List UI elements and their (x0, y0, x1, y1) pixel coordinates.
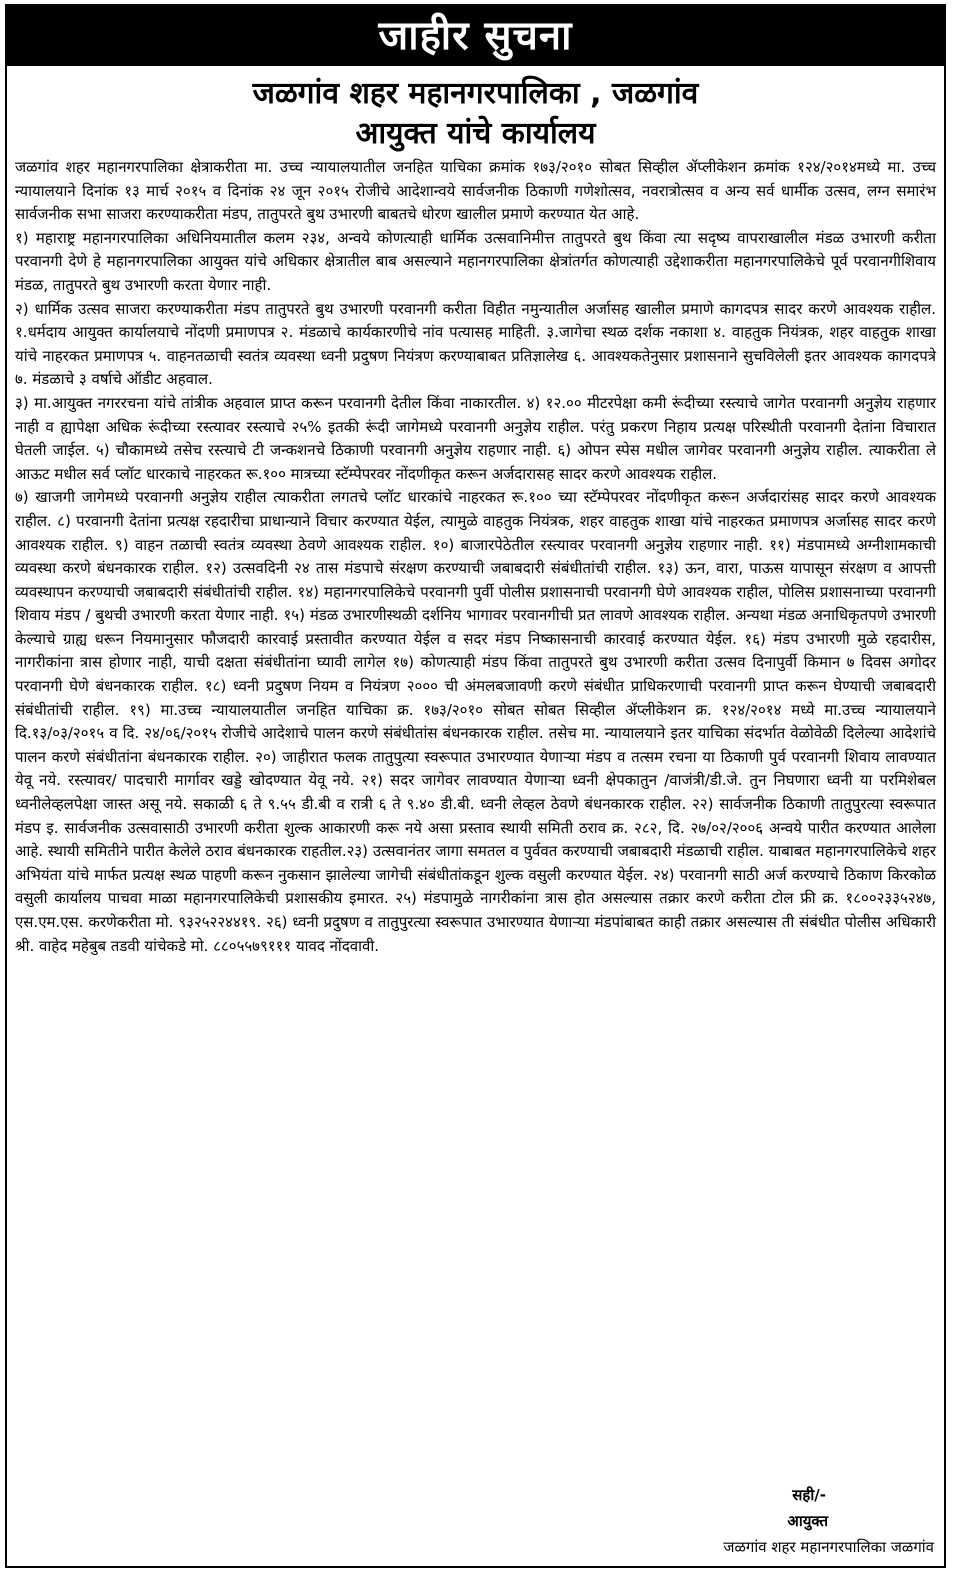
notice-banner: जाहीर सुचना (7, 6, 944, 66)
signature-mark: सही/- (792, 1486, 826, 1504)
signatory-title: आयुक्त (787, 1512, 828, 1530)
intro-paragraph: जळगांव शहर महानगरपालिका क्षेत्राकरीता मा. उच्च न्यायालयातील जनहित याचिका क्रमांक १७३/२०१० सोबत सिव्हील ॲप्लीकेशन क्रमांक १२४/२०१४मध्ये मा. उच्च न्यायालयाने दिनांक १३ मार्च २०१५ व दिनांक २४ जून २०१५ रोजीचे आदेशान्वये सार्वजनीक ठिकाणी गणेशोत्सव, नवरात्रोत्सव व अन्य सर्व धार्मीक उत्सव, लग्न समारंभ सार्वजनीक सभा साजरा करण्याकरीता मंडप, तातुपरते बुथ उभारणी बाबतचे धोरण खालील प्रमाणे करण्यात येत आहे. (15, 158, 936, 224)
notice-body (7, 154, 944, 958)
rule-paragraph-3: ३) मा.आयुक्त नगररचना यांचे तांत्रीक अहवाल प्राप्त करून परवानगी देतील किंवा नाकारतील. ४) १२.०० मीटरपेक्षा कमी रूंदीच्या रस्त्याचे जागेत परवानगी अनुज्ञेय राहणार नाही व ह्यापेक्षा अधिक रूंदीच्या रस्त्यावर रस्त्याचे २५% इतकी रूंदी जागेमध्ये परवानगी अनुज्ञेय राहील. परंतु प्रकरण निहाय प्रत्यक्ष परिस्थीती परवानगी देतांना विचारात घेतली जाईल. ५) चौकामध्ये तसेच रस्त्याचे टी जन्कशनचे ठिकाणी परवानगी अनुज्ञेय राहणार नाही. ६) ओपन स्पेस मधील जागेवर परवानगी अनुज्ञेय राहील. त्याकरीता ले आऊट मधील सर्व प्लॉट धारकाचे नाहरकत रू.१०० मात्रच्या स्टॅम्पेपरवर नोंदणीकृत करून अर्जदारासह सादर करणे आवश्यक राहील. (15, 393, 936, 483)
signatory-office: जळगांव शहर महानगरपालिका जळगांव (723, 1538, 934, 1556)
office-title: आयुक्त यांचे कार्यालय (355, 116, 596, 151)
rule-paragraph-4: ७) खाजगी जागेमध्ये परवानगी अनुज्ञेय राहील त्याकरीता लगतचे प्लॉट धारकांचे नाहरकत रू.१०० च्या स्टॅम्पेपरवर नोंदणीकृत करून अर्जदारांसह सादर करणे आवश्यक राहील. ८) परवानगी देतांना प्रत्यक्ष रहदारीचा प्राधान्याने विचार करण्यात येईल, त्यामुळे वाहतुक नियंत्रक, शहर वाहतुक शाखा यांचे नाहरकत प्रमाणपत्र अर्जासह सादर करणे आवश्यक राहील. ९) वाहन तळाची स्वतंत्र व्यवस्था ठेवणे आवश्यक राहील. १०) बाजारपेठेतील रस्त्यावर परवानगी अनुज्ञेय राहणार नाही. ११) मंडपामध्ये अग्नीशामकाची व्यवस्था करणे बंधनकारक राहील. १२) उत्सवदिनी २४ तास मंडपाचे संरक्षण करण्याची जबाबदारी संबंधीतांची राहील. १३) ऊन, वारा, पाऊस यापासून संरक्षण व आपत्ती व्यवस्थापन करण्याची जबाबदारी संबंधीतांची राहील. १४) महानगरपालिकेचे परवानगी पुर्वी पोलीस प्रशासनाची परवानगी घेणे आवश्यक राहील, पोलिस प्रशासनाच्या परवानगी शिवाय मंडप / बुथची उभारणी करता येणार नाही. १५) मंडळ उभारणीस्थळी दर्शनिय भागावर परवानगीची प्रत लावणे आवश्यक राहील. अन्यथा मंडळ अनाधिकृतपणे उभारणी केल्याचे ग्राह्य धरून नियमानुसार फौजदारी कारवाई प्रस्तावीत करण्यात येईल व सदर मंडप निष्कासनाची कारवाई करण्यात येईल. १६) मंडप उभारणी मुळे रहदारीस, नागरीकांना त्रास होणार नाही, याची दक्षता संबंधीतांना घ्यावी लागेल १७) कोणत्याही मंडप किंवा तातुपरते बुथ उभारणी करीता उत्सव दिनापुर्वी किमान ७ दिवस अगोदर परवानगी घेणे बंधनकारक राहील. १८) ध्वनी प्रदुषण नियम व नियंत्रण २००० ची अंमलबजावणी करणे संबंधीत प्राधिकरणाची परवानगी प्राप्त करून घेण्याची जबाबदारी संबंधीतांची राहील. १९) मा.उच्च न्यायालयातील जनहित याचिका क्र. १७३/२०१० सोबत सोबत सिव्हील ॲप्लीकेशन क्र. १२४/२०१४ मध्ये मा.उच्च न्यायालयाने दि.१३/०३/२०१५ व दि. २४/०६/२०१५ रोजीचे आदेशाचे पालन करणे संबंधीतांस बंधनकारक राहील. तसेच मा. न्यायालयाने इतर याचिका संदर्भात वेळोवेळी दिलेल्या आदेशांचे पालन करणे संबंधीतांना बंधनकारक राहील. २०) जाहीरात फलक तातुपुत्या स्वरूपात उभारण्यात येणाऱ्या मंडप व तत्सम रचना या ठिकाणी पुर्व परवानगी शिवाय लावण्यात येवू नये. रस्त्यावर/ पादचारी मार्गावर खड्डे खोदण्यात येवू नये. २१) सदर जागेवर लावण्यात येणाऱ्या ध्वनी क्षेपकातुन /वाजंत्री/डी.जे. तुन निघणारा ध्वनी या परमिशेबल ध्वनीलेव्हलपेक्षा जास्त असू नये. सकाळी ६ ते ९.५५ डी.बी व रात्री ६ ते ९.४० डी.बी. ध्वनी लेव्हल ठेवणे बंधनकारक राहील. २२) सार्वजनीक ठिकाणी तातुपुरत्या स्वरूपात मंडप इ. सार्वजनीक उत्सवासाठी उभारणी करीता शुल्क आकारणी करू नये असा प्रस्ताव स्थायी समिती ठराव क्र. २८२, दि. २७/०२/२००६ अन्वये पारीत करण्यात आलेला आहे. स्थायी समितीने पारीत केलेले ठराव बंधनकारक राहतील.२३) उत्सवानंतर जागा समतल व पुर्ववत करण्याची जबाबदारी मंडळाची राहील. याबाबत महानगरपालिकेचे शहर अभियंता यांचे मार्फत प्रत्यक्ष स्थळ पाहणी करून नुकसान झालेल्या जागेची संबंधीतांकडून शुल्क वसुली करण्यात येईल. २४) परवानगी साठी अर्ज करण्याचे ठिकाण किरकोळ वसुली कार्यालय पाचवा माळा महानगरपालिकेची प्रशासकीय इमारत. २५) मंडपामुळे नागरीकांना त्रास होत असल्यास तक्रार करणे करीता टोल फ्री क्र. १८००२३३५२४७, एस.एम.एस. करणेकरीता मो. ९३२५२२४४१९. २६) ध्वनी प्रदुषण व तातुपुरत्या स्वरूपात उभारण्यात येणाऱ्या मंडपांबाबत काही तक्रार असल्यास ती संबंधीत पोलीस अधिकारी श्री. वाहेद महेबुब तडवी यांचेकडे मो. ८८०५५७९१११ यावद नोंदवावी. (15, 488, 936, 955)
signature-block (7, 1482, 944, 1560)
public-notice (5, 4, 946, 1568)
corporation-title: जळगांव शहर महानगरपालिका , जळगांव (252, 76, 699, 111)
rule-paragraph-1: १) महाराष्ट्र महानगरपालिका अधिनियमातील कलम २३४, अन्वये कोणत्याही धार्मिक उत्सवानिमीत्त तातुपरते बुथ किंवा त्या सदृष्य वापराखालील मंडळ उभारणी करीता परवानगी देणे हे महानगरपालिका आयुक्त यांचे अधिकार क्षेत्रातील बाब असल्याने महानगरपालिका क्षेत्रांतर्गत कोणत्याही उद्देशाकरीता महानगरपालिकेचे पूर्व परवानगीशिवाय मंडळ, तातुपरते बुथ उभारणी करता येणार नाही. (15, 228, 936, 294)
rule-paragraph-2: २) धार्मिक उत्सव साजरा करण्याकरीता मंडप तातुपरते बुथ उभारणी परवानगी करीता विहीत नमुन्यातील अर्जासह खालील प्रमाणे कागदपत्र सादर करणे आवश्यक राहील. १.धर्मदाय आयुक्त कार्यालयाचे नोंदणी प्रमाणपत्र २. मंडळाचे कार्यकारणीचे नांव पत्यासह माहिती. ३.जागेचा स्थळ दर्शक नकाशा ४. वाहतुक नियंत्रक, शहर वाहतुक शाखा यांचे नाहरकत प्रमाणपत्र ५. वाहनतळाची स्वतंत्र व्यवस्था ध्वनी प्रदुषण नियंत्रण करण्याबाबत प्रतिज्ञालेख ६. आवश्यकतेनुसार प्रशासनाने सुचविलेली इतर आवश्यक कागदपत्रे ७. मंडळाचे ३ वर्षाचे ऑडीट अहवाल. (15, 299, 936, 389)
